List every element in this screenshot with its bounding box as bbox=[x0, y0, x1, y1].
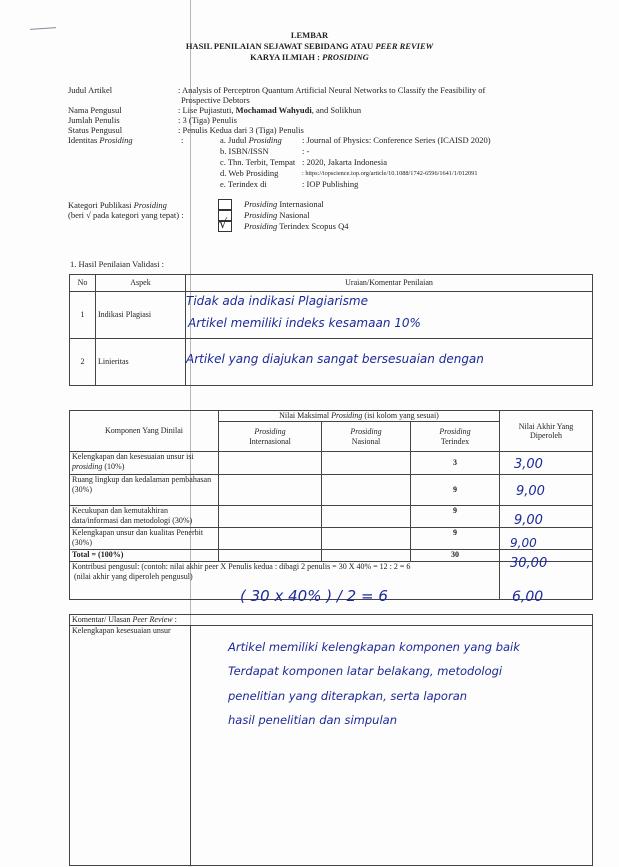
handwritten-plagiasi-1: Tidak ada indikasi Plagiarisme bbox=[186, 294, 368, 308]
kategori-checkbox-internasional[interactable] bbox=[218, 199, 232, 210]
validasi-row-aspek: Linieritas bbox=[96, 339, 186, 386]
nilai-cell-nasional bbox=[322, 550, 411, 562]
nilai-cell-internasional bbox=[219, 550, 322, 562]
validasi-heading: 1. Hasil Penilaian Validasi : bbox=[70, 259, 165, 269]
nilai-akhir-header: Nilai Akhir Yang Diperoleh bbox=[500, 411, 593, 452]
handwritten-akhir-3: 9,00 bbox=[514, 513, 543, 528]
validasi-col-aspek: Aspek bbox=[96, 275, 186, 292]
komentar-label: Komentar/ Ulasan Peer Review : bbox=[70, 615, 593, 626]
status-value: : Penulis Kedua dari 3 (Tiga) Penulis bbox=[178, 125, 304, 135]
identitas-item-c-value: : 2020, Jakarta Indonesia bbox=[302, 157, 387, 167]
page-title-line3: KARYA ILMIAH : PROSIDING bbox=[250, 52, 369, 62]
kategori-label: Kategori Publikasi Prosiding bbox=[68, 200, 167, 210]
nilai-total-label: Total = (100%) bbox=[70, 550, 219, 562]
kategori-option-scopus: Prosiding Terindex Scopus Q4 bbox=[244, 221, 349, 231]
nilai-col-internasional: Prosiding Internasional bbox=[219, 422, 322, 452]
nilai-maksimal-header: Nilai Maksimal Prosiding (isi kolom yang sesuai) bbox=[219, 411, 500, 422]
nilai-komponen: Kelengkapan dan kesesuaian unsur isi prosiding (10%) bbox=[70, 452, 219, 475]
table-row bbox=[70, 475, 593, 506]
nilai-cell-internasional bbox=[219, 475, 322, 506]
nilai-komponen: Kelengkapan unsur dan kualitas Penerbit (30%) bbox=[70, 528, 219, 550]
handwritten-linieritas: Artikel yang diajukan sangat bersesuaian dengan bbox=[186, 352, 484, 366]
kategori-option-nasional: Prosiding Nasional bbox=[244, 210, 310, 220]
identitas-item-d-value: : https://iopscience.iop.org/article/10.1088/1742-6596/1641/1/012091 bbox=[302, 170, 478, 177]
page-title-line1: LEMBAR bbox=[290, 30, 329, 40]
kontribusi-cell: Kontribusi pengusul: (contoh: nilai akhir peer X Penulis kedua : dibagi 2 penulis = 30 X 40% = 12 : 2 = 6 (nilai akhir yang diperoleh pengusul) bbox=[70, 562, 500, 600]
judul-label: Judul Artikel bbox=[68, 85, 113, 95]
handwritten-komentar-3: penelitian yang diterapkan, serta laporan bbox=[228, 689, 468, 703]
nilai-cell-internasional bbox=[219, 528, 322, 550]
komentar-row-label: Kelengkapan kesesuaian unsur bbox=[70, 625, 191, 865]
status-label: Status Pengusul bbox=[68, 125, 123, 135]
handwritten-total: 30,00 bbox=[510, 556, 548, 571]
nilai-cell-nasional bbox=[322, 475, 411, 506]
nilai-max: 9 bbox=[411, 506, 500, 528]
nama-label: Nama Pengusul bbox=[68, 105, 122, 115]
identitas-colon: : bbox=[181, 135, 184, 145]
judul-value-cont: Prospective Debtors bbox=[181, 95, 250, 105]
validasi-row-no: 1 bbox=[70, 292, 96, 339]
check-mark-icon: √ bbox=[219, 217, 228, 232]
identitas-item-a-value: : Journal of Physics: Conference Series (ICAISD 2020) bbox=[302, 135, 491, 145]
validasi-col-uraian: Uraian/Komentar Penilaian bbox=[186, 275, 593, 292]
jumlah-label: Jumlah Penulis bbox=[68, 115, 120, 125]
identitas-item-d-label: d. Web Prosiding bbox=[220, 168, 279, 178]
nilai-cell-internasional bbox=[219, 452, 322, 475]
validasi-table bbox=[69, 274, 593, 386]
handwritten-akhir-4: 9,00 bbox=[510, 536, 537, 550]
validasi-row-no: 2 bbox=[70, 339, 96, 386]
handwritten-kontribusi: ( 30 x 40% ) / 2 = 6 bbox=[240, 587, 388, 605]
validasi-row-aspek: Indikasi Plagiasi bbox=[96, 292, 186, 339]
kategori-label-hint: (beri √ pada kategori yang tepat) : bbox=[68, 210, 184, 220]
nilai-max: 3 bbox=[411, 452, 500, 475]
kategori-option-internasional: Prosiding Internasional bbox=[244, 199, 324, 209]
jumlah-value: : 3 (Tiga) Penulis bbox=[178, 115, 237, 125]
identitas-item-a-label: a. Judul Prosiding bbox=[220, 135, 282, 145]
nilai-cell-internasional bbox=[219, 506, 322, 528]
nama-value: : Lise Pujiastuti, Mochamad Wahyudi, and Solikhun bbox=[178, 105, 362, 115]
nilai-akhir-cell bbox=[500, 475, 593, 506]
handwritten-plagiasi-2: Artikel memiliki indeks kesamaan 10% bbox=[188, 316, 421, 330]
handwritten-komentar-2: Terdapat komponen latar belakang, metodologi bbox=[228, 664, 503, 678]
nilai-table bbox=[69, 410, 593, 600]
identitas-item-e-label: e. Terindex di bbox=[220, 179, 267, 189]
nilai-komponen: Ruang lingkup dan kedalaman pembahasan (30%) bbox=[70, 475, 219, 506]
nilai-cell-nasional bbox=[322, 452, 411, 475]
handwritten-akhir-2: 9,00 bbox=[516, 484, 545, 499]
handwritten-kontribusi-akhir: 6,00 bbox=[512, 589, 544, 605]
identitas-label: Identitas Prosiding bbox=[68, 135, 133, 145]
judul-value: : Analysis of Perceptron Quantum Artificial Neural Networks to Classify the Feasibility of bbox=[178, 85, 486, 95]
nilai-komponen-header: Komponen Yang Dinilai bbox=[70, 411, 219, 452]
komentar-row-value bbox=[191, 625, 593, 865]
nilai-col-nasional: Prosiding Nasional bbox=[322, 422, 411, 452]
identitas-item-b-label: b. ISBN/ISSN bbox=[220, 146, 269, 156]
identitas-item-b-value: : - bbox=[302, 146, 310, 156]
handwritten-komentar-4: hasil penelitian dan simpulan bbox=[228, 713, 397, 727]
nilai-cell-nasional bbox=[322, 506, 411, 528]
validasi-col-no: No bbox=[70, 275, 96, 292]
handwritten-komentar-1: Artikel memiliki kelengkapan komponen yang baik bbox=[228, 640, 520, 654]
page-title-line2: HASIL PENILAIAN SEJAWAT SEBIDANG ATAU PEER REVIEW bbox=[185, 41, 434, 51]
kategori-checkbox-scopus[interactable] bbox=[218, 217, 232, 232]
nilai-col-terindex: Prosiding Terindex bbox=[411, 422, 500, 452]
nilai-komponen: Kecukupan dan kemutakhiran data/informasi dan metodologi (30%) bbox=[70, 506, 219, 528]
identitas-item-c-label: c. Thn. Terbit, Tempat bbox=[220, 157, 296, 167]
nilai-max: 9 bbox=[411, 475, 500, 506]
nilai-total-max: 30 bbox=[411, 550, 500, 562]
handwritten-akhir-1: 3,00 bbox=[514, 457, 543, 472]
nilai-max: 9 bbox=[411, 528, 500, 550]
nilai-cell-nasional bbox=[322, 528, 411, 550]
identitas-item-e-value: : IOP Publishing bbox=[302, 179, 359, 189]
